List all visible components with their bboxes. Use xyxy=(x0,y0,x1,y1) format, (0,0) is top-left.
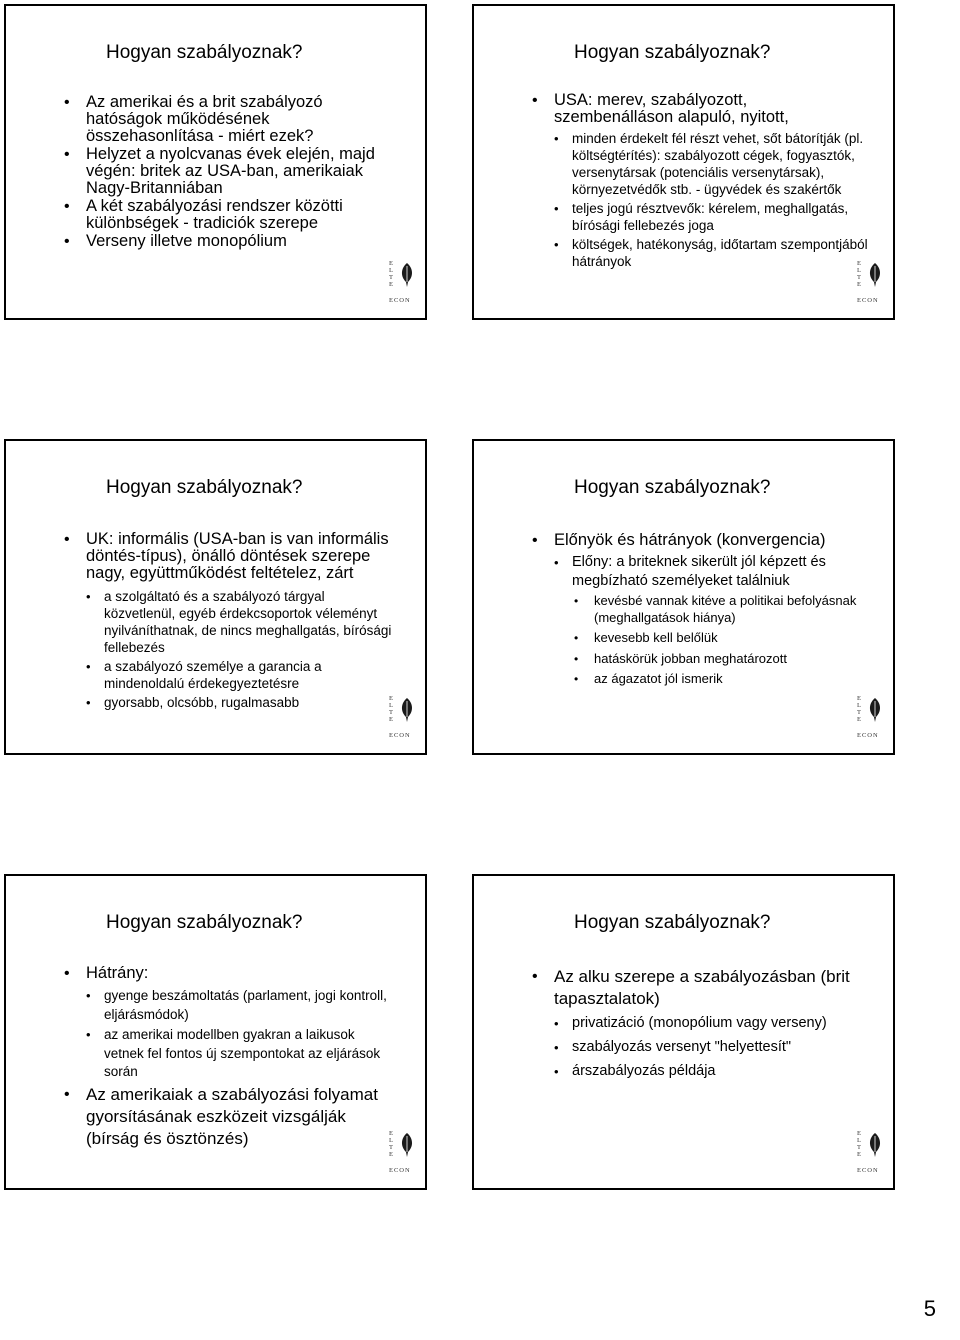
bullet-list xyxy=(62,1084,392,1150)
bullet-list xyxy=(530,92,870,126)
sub-bullet-item: • teljes jogú résztvevők: kérelem, meghallgatás, bírósági fellebezés joga xyxy=(530,200,870,234)
logo-letters: E L T E xyxy=(389,260,393,288)
bullet-item: • A két szabályozási rendszer közötti különbségek - tradiciók szerepe xyxy=(62,198,392,232)
elte-econ-logo xyxy=(387,695,419,739)
logo-econ: ECON xyxy=(857,732,879,739)
sub-sub-bullet-list xyxy=(530,593,870,688)
elte-econ-logo xyxy=(387,1130,419,1174)
logo-letters: E L T E xyxy=(857,1130,861,1158)
bullet-item: • UK: informális (USA-ban is van informális döntés-típus), önálló döntések szerepe nagy, együttműködést feltételez, zárt xyxy=(62,531,392,582)
logo-econ: ECON xyxy=(389,732,411,739)
elte-econ-logo xyxy=(855,695,887,739)
slide-6 xyxy=(472,874,895,1190)
leaf-icon xyxy=(867,697,883,723)
slide-5 xyxy=(4,874,427,1190)
logo-econ: ECON xyxy=(389,297,411,304)
sub-bullet-item: • gyorsabb, olcsóbb, rugalmasabb xyxy=(62,694,392,711)
logo-letters: E L T E xyxy=(857,260,861,288)
bullet-list xyxy=(62,531,392,582)
sub-bullet-list xyxy=(62,588,392,711)
bullet-list xyxy=(530,531,870,550)
bullet-item: • Hátrány: xyxy=(62,964,392,983)
bullet-item: • Helyzet a nyolcvanas évek elején, majd végén: britek az USA-ban, amerikaiak Nagy-Britanniában xyxy=(62,146,392,197)
sub-bullet-item: • Előny: a briteknek sikerült jól képzett és megbízható személyeket találniuk xyxy=(530,553,870,591)
slide-body xyxy=(62,964,392,1151)
leaf-icon xyxy=(867,1132,883,1158)
slide-body xyxy=(62,94,392,251)
sub-sub-bullet-item: • kevesebb kell belőlük xyxy=(548,630,870,647)
slide-title: Hogyan szabályoznak? xyxy=(574,42,771,63)
bullet-list xyxy=(530,966,870,1010)
leaf-icon xyxy=(867,262,883,288)
sub-bullet-item: • szabályozás versenyt "helyettesít" xyxy=(530,1038,870,1057)
sub-bullet-item: • árszabályozás példája xyxy=(530,1062,870,1081)
elte-econ-logo xyxy=(387,260,419,304)
leaf-icon xyxy=(399,1132,415,1158)
sub-bullet-list xyxy=(62,987,392,1082)
sub-bullet-item: • minden érdekelt fél részt vehet, sőt bátorítják (pl. költségtérítés): szabályozott cégek, fogyasztók, versenytársak (potenciális versenytársak), környezetvédők stb. - ügyvédek és szakértők xyxy=(530,130,870,198)
sub-sub-bullet-item: • kevésbé vannak kitéve a politikai befolyásnak (meghallgatások hiánya) xyxy=(548,593,870,626)
logo-econ: ECON xyxy=(857,297,879,304)
bullet-item: • Az alku szerepe a szabályozásban (brit tapasztalatok) xyxy=(530,966,870,1010)
logo-econ: ECON xyxy=(389,1167,411,1174)
sub-bullet-item: • privatizáció (monopólium vagy verseny) xyxy=(530,1014,870,1033)
slide-body xyxy=(530,92,870,272)
sub-sub-bullet-item: • hatáskörük jobban meghatározott xyxy=(548,651,870,668)
bullet-item: • Az amerikai és a brit szabályozó hatóságok működésének összehasonlítása - miért ezek? xyxy=(62,94,392,145)
leaf-icon xyxy=(399,262,415,288)
slide-body xyxy=(62,531,392,713)
slide-body xyxy=(530,531,870,692)
slide-title: Hogyan szabályoznak? xyxy=(106,42,303,63)
logo-econ: ECON xyxy=(857,1167,879,1174)
slide-3 xyxy=(4,439,427,755)
slide-4 xyxy=(472,439,895,755)
slide-body xyxy=(530,966,870,1083)
slide-2 xyxy=(472,4,895,320)
sub-bullet-item: • az amerikai modellben gyakran a laikusok vetnek fel fontos új szempontokat az eljárások során xyxy=(62,1026,392,1082)
bullet-item: • USA: merev, szabályozott, szembenálláson alapuló, nyitott, xyxy=(530,92,870,126)
logo-letters: E L T E xyxy=(857,695,861,723)
sub-bullet-list xyxy=(530,130,870,270)
sub-bullet-item: • a szolgáltató és a szabályozó tárgyal közvetlenül, egyéb érdekcsoportok véleményt nyilváníthatnak, de nincs meghallgatás, bírósági fellebezés xyxy=(62,588,392,656)
bullet-item: • Verseny illetve monopólium xyxy=(62,233,392,250)
bullet-item: • Az amerikaiak a szabályozási folyamat gyorsításának eszközeit vizsgálják (bírság és ösztönzés) xyxy=(62,1084,392,1150)
bullet-list xyxy=(62,94,392,250)
sub-sub-bullet-item: • az ágazatot jól ismerik xyxy=(548,671,870,688)
logo-letters: E L T E xyxy=(389,1130,393,1158)
sub-bullet-item: • költségek, hatékonyság, időtartam szempontjából hátrányok xyxy=(530,236,870,270)
sub-bullet-item: • gyenge beszámoltatás (parlament, jogi kontroll, eljárásmódok) xyxy=(62,987,392,1024)
slide-title: Hogyan szabályoznak? xyxy=(106,477,303,498)
sub-bullet-item: • a szabályozó személye a garancia a mindenoldalú érdekegyeztetésre xyxy=(62,658,392,692)
bullet-item: • Előnyök és hátrányok (konvergencia) xyxy=(530,531,870,550)
sub-bullet-list xyxy=(530,553,870,591)
slide-title: Hogyan szabályoznak? xyxy=(106,912,303,933)
elte-econ-logo xyxy=(855,1130,887,1174)
slide-1 xyxy=(4,4,427,320)
slide-title: Hogyan szabályoznak? xyxy=(574,912,771,933)
logo-letters: E L T E xyxy=(389,695,393,723)
leaf-icon xyxy=(399,697,415,723)
sub-bullet-list xyxy=(530,1014,870,1081)
elte-econ-logo xyxy=(855,260,887,304)
slide-title: Hogyan szabályoznak? xyxy=(574,477,771,498)
bullet-list xyxy=(62,964,392,983)
page-number: 5 xyxy=(923,1296,936,1321)
